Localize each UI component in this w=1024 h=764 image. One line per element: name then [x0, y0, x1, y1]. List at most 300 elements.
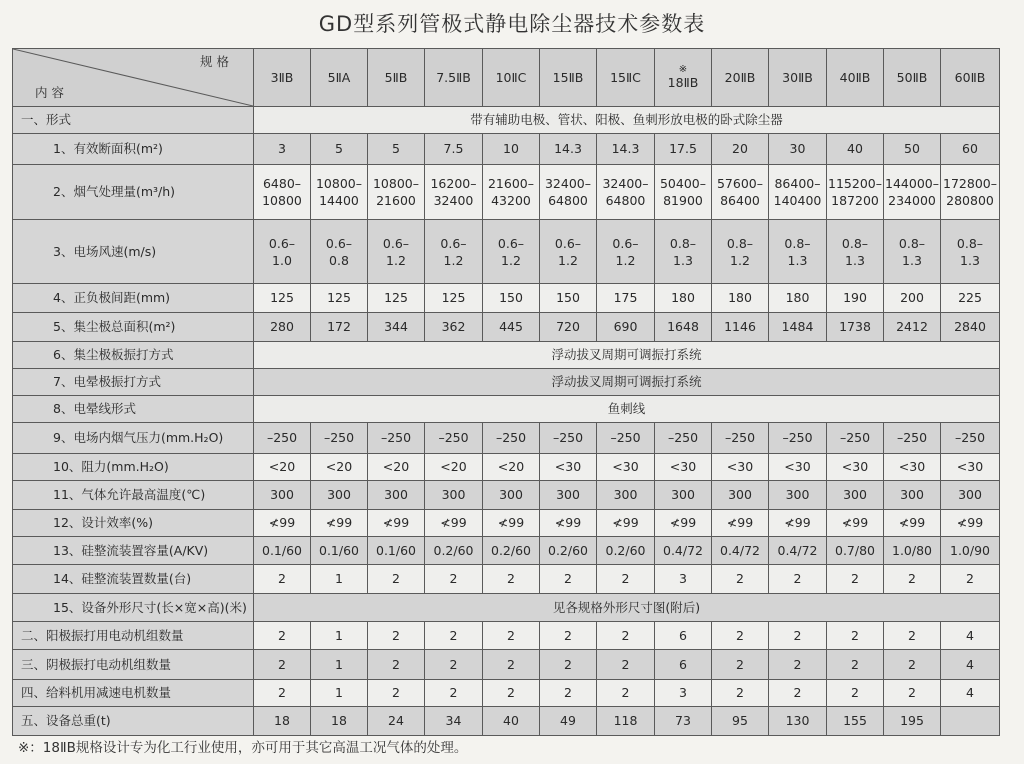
- table-cell: <20: [311, 454, 368, 481]
- table-cell: ≮99: [425, 510, 483, 537]
- table-row: [13, 707, 1000, 736]
- table-cell: ≮99: [483, 510, 540, 537]
- table-cell: 2: [769, 622, 827, 650]
- page-title: GD型系列管极式静电除尘器技术参数表: [318, 12, 706, 36]
- row-label: 一、形式: [13, 107, 254, 134]
- table-row: [13, 284, 1000, 313]
- table-cell: 0.2/60: [483, 537, 540, 565]
- range-end: 1.3: [673, 252, 693, 268]
- table-cell: 130: [769, 707, 827, 736]
- model-label: 60ⅡB: [954, 69, 986, 85]
- row-label: 2、烟气处理量(m³/h): [13, 165, 254, 220]
- table-cell: 2: [712, 622, 769, 650]
- table-cell: 95: [712, 707, 769, 736]
- range-start: 10800–: [372, 176, 419, 191]
- range-end: 21600: [376, 193, 416, 208]
- table-cell: 2: [425, 565, 483, 594]
- model-header: [311, 49, 368, 107]
- table-cell: –250: [941, 423, 1000, 454]
- table-cell: 0.1/60: [368, 537, 425, 565]
- table-cell: 2: [769, 650, 827, 680]
- model-label: 10ⅡC: [495, 69, 527, 85]
- table-cell: 195: [884, 707, 941, 736]
- range-end: 1.3: [845, 252, 865, 268]
- table-cell: <20: [425, 454, 483, 481]
- table-cell: ≮99: [941, 510, 1000, 537]
- table-cell: 180: [655, 284, 712, 313]
- range-end: 1.2: [730, 252, 750, 268]
- table-cell: ≮99: [712, 510, 769, 537]
- model-header: [597, 49, 655, 107]
- row-label: 三、阴极振打电动机组数量: [13, 650, 254, 680]
- row-label: 12、设计效率(%): [13, 510, 254, 537]
- range-start: 0.6–: [440, 235, 467, 251]
- table-cell: ≮99: [597, 510, 655, 537]
- table-cell: –250: [769, 423, 827, 454]
- model-header: [254, 49, 311, 107]
- model-header: [769, 49, 827, 107]
- table-cell: 280: [254, 313, 311, 342]
- table-cell: [884, 165, 941, 220]
- table-cell: 300: [483, 481, 540, 510]
- table-cell: [884, 220, 941, 284]
- table-cell: 200: [884, 284, 941, 313]
- range-end: 1.2: [615, 252, 636, 268]
- range-end: 10800: [262, 193, 302, 208]
- range-start: 0.6–: [612, 235, 639, 251]
- table-cell: 2: [540, 680, 597, 707]
- table-cell: 0.2/60: [425, 537, 483, 565]
- table-cell: 4: [941, 622, 1000, 650]
- footnote: ※：18ⅡB规格设计专为化工行业使用，亦可用于其它高温工况气体的处理。: [18, 740, 468, 756]
- table-cell: 2840: [941, 313, 1000, 342]
- range-start: 0.8–: [669, 235, 697, 251]
- table-cell: 40: [827, 134, 884, 165]
- range-start: 115200–: [828, 176, 882, 191]
- table-cell: [827, 220, 884, 284]
- table-cell: –250: [425, 423, 483, 454]
- table-row: [13, 622, 1000, 650]
- table-row: [13, 481, 1000, 510]
- table-cell: ≮99: [655, 510, 712, 537]
- table-cell: [597, 165, 655, 220]
- model-label: 30ⅡB: [782, 69, 813, 85]
- table-cell: 1484: [769, 313, 827, 342]
- row-label: 14、硅整流装置数量(台): [13, 565, 254, 594]
- table-cell: 2: [597, 565, 655, 594]
- range-end: 64800: [605, 193, 646, 208]
- table-cell: 300: [540, 481, 597, 510]
- table-cell: [769, 220, 827, 284]
- range-start: 0.8–: [784, 235, 811, 251]
- model-header: [425, 49, 483, 107]
- table-row: [13, 396, 1000, 423]
- table-cell: ≮99: [254, 510, 311, 537]
- range-start: 50400–: [659, 176, 706, 191]
- table-cell: 0.4/72: [769, 537, 827, 565]
- table-cell: –250: [597, 423, 655, 454]
- model-header: [655, 49, 712, 107]
- spec-table: [12, 48, 1000, 736]
- table-cell: 1: [311, 680, 368, 707]
- row-label: 4、正负极间距(mm): [13, 284, 254, 313]
- table-cell: –250: [540, 423, 597, 454]
- table-cell: 6: [655, 622, 712, 650]
- range-end: 1.3: [960, 252, 980, 268]
- table-cell: [655, 165, 712, 220]
- table-cell: 60: [941, 134, 1000, 165]
- model-label: 5ⅡA: [327, 69, 351, 85]
- table-cell: 300: [254, 481, 311, 510]
- range-start: 144000–: [885, 176, 939, 191]
- table-row: [13, 680, 1000, 707]
- range-start: 0.6–: [268, 235, 296, 251]
- table-cell: 3: [655, 680, 712, 707]
- table-cell: 172: [311, 313, 368, 342]
- table-cell: <30: [941, 454, 1000, 481]
- table-cell: 4: [941, 650, 1000, 680]
- model-header: [827, 49, 884, 107]
- table-cell: <30: [769, 454, 827, 481]
- table-cell: 125: [368, 284, 425, 313]
- table-cell: [368, 220, 425, 284]
- model-header: [483, 49, 540, 107]
- table-cell: 5: [368, 134, 425, 165]
- table-cell: 2: [483, 565, 540, 594]
- range-end: 280800: [946, 193, 994, 208]
- table-cell: 49: [540, 707, 597, 736]
- table-cell: [827, 165, 884, 220]
- table-cell: <30: [884, 454, 941, 481]
- table-cell: <20: [483, 454, 540, 481]
- table-cell: 2412: [884, 313, 941, 342]
- content-header-label: 内 容: [35, 85, 64, 100]
- table-cell: [425, 165, 483, 220]
- table-row: [13, 107, 1000, 134]
- table-cell: <20: [368, 454, 425, 481]
- span-cell: 带有辅助电极、管状、阳极、鱼刺形放电极的卧式除尘器: [254, 107, 1000, 134]
- model-label: 15ⅡC: [610, 69, 641, 85]
- table-cell: 180: [769, 284, 827, 313]
- table-cell: 0.1/60: [311, 537, 368, 565]
- table-cell: 0.2/60: [540, 537, 597, 565]
- range-start: 0.8–: [726, 235, 754, 251]
- row-label: 6、集尘极板振打方式: [13, 342, 254, 369]
- row-label: 11、气体允许最高温度(℃): [13, 481, 254, 510]
- table-cell: 14.3: [597, 134, 655, 165]
- table-cell: 2: [368, 650, 425, 680]
- table-cell: 1738: [827, 313, 884, 342]
- range-end: 234000: [888, 193, 936, 208]
- row-label: 3、电场风速(m/s): [13, 220, 254, 284]
- row-label: 二、阳极振打用电动机组数量: [13, 622, 254, 650]
- table-cell: 1: [311, 650, 368, 680]
- row-label: 五、设备总重(t): [13, 707, 254, 736]
- span-cell: 鱼刺线: [254, 396, 1000, 423]
- table-cell: 34: [425, 707, 483, 736]
- table-cell: ≮99: [311, 510, 368, 537]
- table-row: [13, 510, 1000, 537]
- table-cell: 2: [368, 622, 425, 650]
- table-row: [13, 537, 1000, 565]
- table-cell: 17.5: [655, 134, 712, 165]
- range-start: 0.8–: [956, 235, 984, 251]
- table-cell: 300: [425, 481, 483, 510]
- range-end: 0.8: [329, 252, 349, 268]
- range-end: 1.3: [787, 252, 808, 268]
- model-label: 20ⅡB: [724, 69, 756, 85]
- table-cell: 2: [597, 622, 655, 650]
- table-cell: 180: [712, 284, 769, 313]
- table-cell: 1146: [712, 313, 769, 342]
- model-mark: ※: [678, 64, 688, 75]
- table-cell: 2: [483, 622, 540, 650]
- model-label: 15ⅡB: [552, 69, 584, 85]
- range-end: 81900: [663, 193, 703, 208]
- table-cell: 18: [254, 707, 311, 736]
- range-start: 0.6–: [554, 235, 582, 251]
- table-cell: 125: [254, 284, 311, 313]
- model-label: 3ⅡB: [270, 69, 294, 85]
- table-cell: 1: [311, 622, 368, 650]
- table-cell: ≮99: [368, 510, 425, 537]
- table-cell: 300: [827, 481, 884, 510]
- table-cell: 300: [769, 481, 827, 510]
- table-cell: [712, 220, 769, 284]
- range-start: 57600–: [716, 176, 763, 191]
- span-cell: 浮动拔叉周期可调振打系统: [254, 342, 1000, 369]
- table-cell: [540, 220, 597, 284]
- table-cell: 2: [254, 622, 311, 650]
- row-label: 8、电晕线形式: [13, 396, 254, 423]
- range-start: 172800–: [943, 176, 997, 191]
- table-cell: –250: [655, 423, 712, 454]
- model-header: [941, 49, 1000, 107]
- table-cell: 50: [884, 134, 941, 165]
- table-cell: 40: [483, 707, 540, 736]
- header-corner: [13, 49, 254, 107]
- table-cell: 2: [712, 680, 769, 707]
- range-end: 1.0: [272, 252, 292, 268]
- table-cell: 2: [540, 650, 597, 680]
- table-cell: ≮99: [827, 510, 884, 537]
- table-cell: 2: [425, 680, 483, 707]
- table-cell: 445: [483, 313, 540, 342]
- table-cell: 4: [941, 680, 1000, 707]
- table-cell: <20: [254, 454, 311, 481]
- model-header: [540, 49, 597, 107]
- table-cell: [941, 707, 1000, 736]
- table-cell: 30: [769, 134, 827, 165]
- table-row: [13, 165, 1000, 220]
- table-cell: 10: [483, 134, 540, 165]
- table-cell: 300: [655, 481, 712, 510]
- table-cell: <30: [712, 454, 769, 481]
- row-label: 四、给料机用减速电机数量: [13, 680, 254, 707]
- table-cell: 2: [827, 565, 884, 594]
- table-cell: 125: [425, 284, 483, 313]
- table-cell: 18: [311, 707, 368, 736]
- table-cell: 2: [425, 622, 483, 650]
- table-cell: [368, 165, 425, 220]
- table-cell: [941, 165, 1000, 220]
- table-cell: [540, 165, 597, 220]
- table-cell: 1: [311, 565, 368, 594]
- range-end: 1.2: [501, 252, 521, 268]
- model-label: 18ⅡB: [667, 75, 699, 90]
- table-cell: 300: [712, 481, 769, 510]
- table-cell: [483, 165, 540, 220]
- range-start: 10800–: [315, 176, 362, 191]
- table-cell: 1648: [655, 313, 712, 342]
- table-row: [13, 134, 1000, 165]
- table-row: [13, 594, 1000, 622]
- range-start: 0.6–: [325, 235, 353, 251]
- table-cell: 2: [941, 565, 1000, 594]
- table-cell: –250: [254, 423, 311, 454]
- table-cell: 720: [540, 313, 597, 342]
- table-cell: 2: [540, 622, 597, 650]
- model-label: 50ⅡB: [896, 69, 928, 85]
- row-label: 7、电晕极振打方式: [13, 369, 254, 396]
- table-cell: <30: [540, 454, 597, 481]
- table-cell: 2: [368, 680, 425, 707]
- table-cell: [597, 220, 655, 284]
- range-end: 187200: [831, 193, 879, 208]
- table-cell: 150: [483, 284, 540, 313]
- table-cell: 2: [769, 565, 827, 594]
- model-label: 5ⅡB: [384, 69, 408, 85]
- table-cell: 362: [425, 313, 483, 342]
- table-cell: 1.0/80: [884, 537, 941, 565]
- range-start: 32400–: [602, 176, 649, 191]
- table-row: [13, 454, 1000, 481]
- table-cell: 2: [884, 680, 941, 707]
- table-cell: 2: [483, 650, 540, 680]
- table-cell: [941, 220, 1000, 284]
- table-cell: 0.4/72: [655, 537, 712, 565]
- table-cell: [311, 220, 368, 284]
- table-cell: 2: [368, 565, 425, 594]
- range-start: 0.8–: [898, 235, 926, 251]
- table-cell: 2: [483, 680, 540, 707]
- spec-header-label: 规 格: [200, 54, 229, 69]
- row-label: 5、集尘极总面积(m²): [13, 313, 254, 342]
- table-cell: 2: [827, 650, 884, 680]
- table-cell: 2: [712, 565, 769, 594]
- table-cell: 690: [597, 313, 655, 342]
- table-cell: 2: [827, 680, 884, 707]
- table-cell: 2: [597, 650, 655, 680]
- model-label: 7.5ⅡB: [436, 69, 471, 85]
- table-cell: [254, 220, 311, 284]
- table-row: [13, 423, 1000, 454]
- table-cell: 20: [712, 134, 769, 165]
- table-cell: 2: [254, 565, 311, 594]
- table-row: [13, 650, 1000, 680]
- table-cell: 155: [827, 707, 884, 736]
- span-cell: 见各规格外形尺寸图(附后): [254, 594, 1000, 622]
- table-cell: [425, 220, 483, 284]
- table-cell: –250: [712, 423, 769, 454]
- table-cell: [655, 220, 712, 284]
- table-cell: 2: [712, 650, 769, 680]
- table-cell: 190: [827, 284, 884, 313]
- range-start: 0.6–: [382, 235, 410, 251]
- span-cell: 浮动拔叉周期可调振打系统: [254, 369, 1000, 396]
- range-end: 86400: [720, 193, 760, 208]
- range-end: 1.2: [386, 252, 406, 268]
- table-cell: 2: [597, 680, 655, 707]
- table-cell: 7.5: [425, 134, 483, 165]
- table-cell: <30: [597, 454, 655, 481]
- table-cell: [483, 220, 540, 284]
- range-end: 1.2: [558, 252, 578, 268]
- table-cell: –250: [483, 423, 540, 454]
- range-end: 43200: [491, 193, 531, 208]
- table-row: [13, 220, 1000, 284]
- table-cell: 300: [597, 481, 655, 510]
- table-cell: 2: [769, 680, 827, 707]
- table-cell: [311, 165, 368, 220]
- model-label: 40ⅡB: [839, 69, 871, 85]
- range-start: 0.6–: [497, 235, 525, 251]
- table-cell: 1.0/90: [941, 537, 1000, 565]
- range-end: 140400: [773, 193, 822, 208]
- table-row: [13, 369, 1000, 396]
- table-cell: ≮99: [540, 510, 597, 537]
- table-cell: 2: [827, 622, 884, 650]
- table-cell: 300: [941, 481, 1000, 510]
- table-row: [13, 342, 1000, 369]
- table-cell: <30: [827, 454, 884, 481]
- model-header: [712, 49, 769, 107]
- table-cell: 300: [884, 481, 941, 510]
- range-start: 86400–: [774, 176, 821, 191]
- table-cell: 300: [311, 481, 368, 510]
- table-cell: 0.1/60: [254, 537, 311, 565]
- table-row: [13, 313, 1000, 342]
- table-cell: 225: [941, 284, 1000, 313]
- row-label: 13、硅整流装置容量(A/KV): [13, 537, 254, 565]
- range-end: 32400: [433, 193, 474, 208]
- table-cell: 2: [884, 622, 941, 650]
- range-end: 1.2: [443, 252, 464, 268]
- table-cell: 2: [425, 650, 483, 680]
- table-cell: 73: [655, 707, 712, 736]
- range-start: 16200–: [430, 176, 477, 191]
- table-cell: 2: [540, 565, 597, 594]
- range-end: 64800: [548, 193, 588, 208]
- range-end: 1.3: [902, 252, 922, 268]
- range-start: 6480–: [262, 176, 302, 191]
- table-cell: 2: [254, 650, 311, 680]
- table-cell: 6: [655, 650, 712, 680]
- table-cell: 2: [884, 565, 941, 594]
- table-cell: 0.7/80: [827, 537, 884, 565]
- table-cell: 300: [368, 481, 425, 510]
- table-cell: 0.2/60: [597, 537, 655, 565]
- table-row: [13, 565, 1000, 594]
- table-cell: 175: [597, 284, 655, 313]
- table-cell: 0.4/72: [712, 537, 769, 565]
- model-header: [368, 49, 425, 107]
- table-cell: <30: [655, 454, 712, 481]
- table-cell: 2: [884, 650, 941, 680]
- row-label: 1、有效断面积(m²): [13, 134, 254, 165]
- table-cell: [769, 165, 827, 220]
- header-row: [13, 49, 1000, 107]
